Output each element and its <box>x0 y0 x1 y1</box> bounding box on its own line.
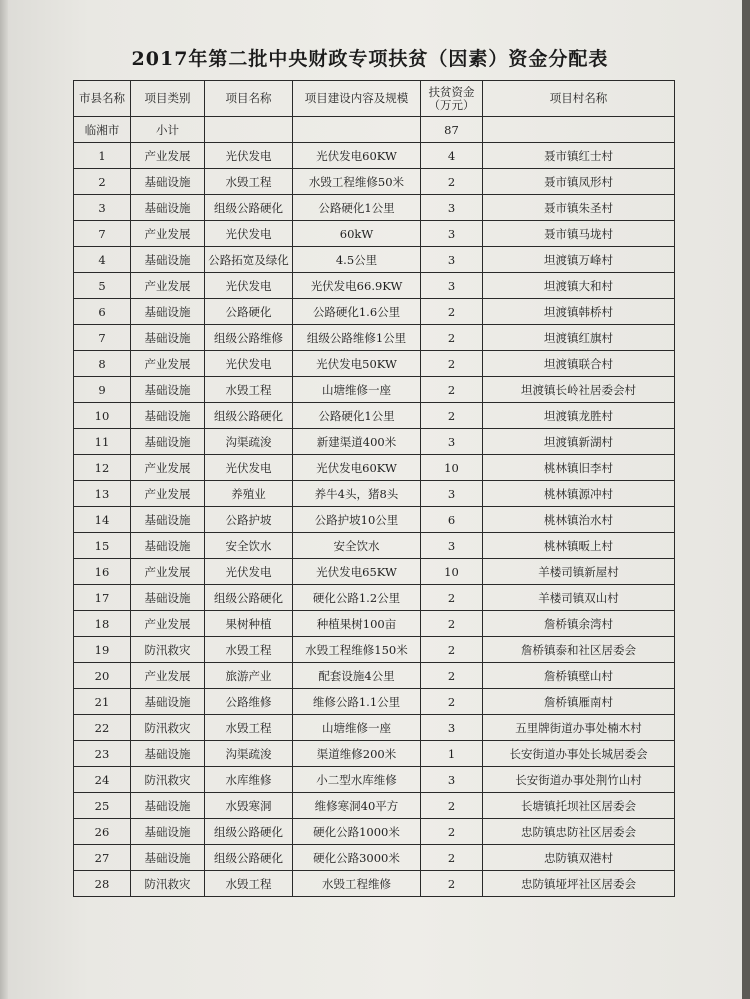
cell-category: 基础设施 <box>131 247 205 273</box>
cell-fund: 2 <box>421 169 483 195</box>
cell-content: 组级公路维修1公里 <box>293 325 421 351</box>
cell-project-name: 水库维修 <box>205 767 293 793</box>
cell-content: 硬化公路1.2公里 <box>293 585 421 611</box>
table-row <box>74 663 675 689</box>
cell-fund: 3 <box>421 221 483 247</box>
cell-content: 硬化公路1000米 <box>293 819 421 845</box>
cell-category: 防汛救灾 <box>131 871 205 897</box>
cell-number: 19 <box>74 637 131 663</box>
cell-village: 坦渡镇大和村 <box>483 273 675 299</box>
table-row <box>74 845 675 871</box>
table-row <box>74 715 675 741</box>
cell-content: 种植果树100亩 <box>293 611 421 637</box>
cell-category: 基础设施 <box>131 325 205 351</box>
cell-village: 坦渡镇龙胜村 <box>483 403 675 429</box>
cell-project-name: 安全饮水 <box>205 533 293 559</box>
cell-number: 26 <box>74 819 131 845</box>
cell-category: 防汛救灾 <box>131 715 205 741</box>
cell-number: 12 <box>74 455 131 481</box>
cell-village: 坦渡镇万峰村 <box>483 247 675 273</box>
cell-fund: 3 <box>421 715 483 741</box>
cell-content: 养牛4头，猪8头 <box>293 481 421 507</box>
cell-village: 桃林镇源冲村 <box>483 481 675 507</box>
cell-content: 山塘维修一座 <box>293 715 421 741</box>
cell-fund: 2 <box>421 299 483 325</box>
cell-category: 基础设施 <box>131 845 205 871</box>
cell-fund: 2 <box>421 585 483 611</box>
cell-category: 基础设施 <box>131 585 205 611</box>
cell-category: 产业发展 <box>131 221 205 247</box>
cell-village: 羊楼司镇双山村 <box>483 585 675 611</box>
cell-number: 11 <box>74 429 131 455</box>
cell-number: 7 <box>74 325 131 351</box>
cell-category: 产业发展 <box>131 351 205 377</box>
cell-fund: 2 <box>421 689 483 715</box>
cell-fund: 2 <box>421 351 483 377</box>
cell-village: 詹桥镇壁山村 <box>483 663 675 689</box>
cell-category: 基础设施 <box>131 299 205 325</box>
table-row <box>74 169 675 195</box>
cell-village: 坦渡镇红旗村 <box>483 325 675 351</box>
cell-content: 维修公路1.1公里 <box>293 689 421 715</box>
cell-project-name: 组级公路硬化 <box>205 819 293 845</box>
cell-number: 6 <box>74 299 131 325</box>
table-header-row <box>74 81 675 117</box>
cell-number: 20 <box>74 663 131 689</box>
cell-fund: 1 <box>421 741 483 767</box>
cell-village: 坦渡镇韩桥村 <box>483 299 675 325</box>
cell-number: 28 <box>74 871 131 897</box>
cell-fund: 6 <box>421 507 483 533</box>
cell-project-name: 组级公路硬化 <box>205 403 293 429</box>
table-row <box>74 871 675 897</box>
table-row <box>74 767 675 793</box>
cell-fund: 3 <box>421 767 483 793</box>
cell-number: 13 <box>74 481 131 507</box>
cell-project-name: 水毁工程 <box>205 377 293 403</box>
cell-category: 产业发展 <box>131 455 205 481</box>
cell-fund: 2 <box>421 871 483 897</box>
cell-project-name: 沟渠疏浚 <box>205 741 293 767</box>
cell-project-name: 光伏发电 <box>205 221 293 247</box>
cell-project-name: 组级公路硬化 <box>205 195 293 221</box>
cell-number: 18 <box>74 611 131 637</box>
cell-project-name: 组级公路维修 <box>205 325 293 351</box>
cell-project-name: 组级公路硬化 <box>205 845 293 871</box>
cell-content: 小二型水库维修 <box>293 767 421 793</box>
cell-fund: 2 <box>421 819 483 845</box>
subtotal-county: 临湘市 <box>74 117 131 143</box>
cell-number: 7 <box>74 221 131 247</box>
cell-category: 产业发展 <box>131 559 205 585</box>
cell-project-name: 组级公路硬化 <box>205 585 293 611</box>
cell-category: 基础设施 <box>131 195 205 221</box>
cell-village: 坦渡镇长岭社居委会村 <box>483 377 675 403</box>
cell-fund: 3 <box>421 533 483 559</box>
cell-content: 新建渠道400米 <box>293 429 421 455</box>
cell-number: 2 <box>74 169 131 195</box>
cell-category: 基础设施 <box>131 793 205 819</box>
table-row <box>74 325 675 351</box>
table-row <box>74 585 675 611</box>
cell-category: 基础设施 <box>131 507 205 533</box>
cell-content: 光伏发电60KW <box>293 143 421 169</box>
cell-village: 忠防镇垭坪社区居委会 <box>483 871 675 897</box>
cell-content: 山塘维修一座 <box>293 377 421 403</box>
cell-project-name: 果树种植 <box>205 611 293 637</box>
cell-content: 公路硬化1.6公里 <box>293 299 421 325</box>
table-row <box>74 689 675 715</box>
cell-number: 16 <box>74 559 131 585</box>
table-row <box>74 377 675 403</box>
cell-category: 基础设施 <box>131 169 205 195</box>
table-row <box>74 507 675 533</box>
cell-category: 产业发展 <box>131 143 205 169</box>
header-content: 项目建设内容及规模 <box>293 81 421 117</box>
table-row <box>74 221 675 247</box>
table-row <box>74 247 675 273</box>
cell-category: 基础设施 <box>131 741 205 767</box>
header-project-name: 项目名称 <box>205 81 293 117</box>
cell-project-name: 光伏发电 <box>205 273 293 299</box>
cell-village: 五里牌街道办事处楠木村 <box>483 715 675 741</box>
cell-category: 基础设施 <box>131 377 205 403</box>
cell-village: 忠防镇双港村 <box>483 845 675 871</box>
cell-content: 维修寒洞40平方 <box>293 793 421 819</box>
table-row <box>74 429 675 455</box>
cell-village: 坦渡镇新湖村 <box>483 429 675 455</box>
cell-number: 14 <box>74 507 131 533</box>
cell-number: 9 <box>74 377 131 403</box>
cell-category: 产业发展 <box>131 273 205 299</box>
cell-content: 公路硬化1公里 <box>293 403 421 429</box>
subtotal-fund: 87 <box>421 117 483 143</box>
paper-edge-shadow <box>0 0 8 999</box>
cell-project-name: 公路硬化 <box>205 299 293 325</box>
cell-number: 17 <box>74 585 131 611</box>
cell-fund: 2 <box>421 637 483 663</box>
cell-number: 21 <box>74 689 131 715</box>
cell-number: 1 <box>74 143 131 169</box>
cell-village: 忠防镇忠防社区居委会 <box>483 819 675 845</box>
table-row <box>74 143 675 169</box>
cell-project-name: 光伏发电 <box>205 455 293 481</box>
cell-village: 詹桥镇雁南村 <box>483 689 675 715</box>
table-row <box>74 559 675 585</box>
cell-village: 长安街道办事处长城居委会 <box>483 741 675 767</box>
cell-content: 水毁工程维修50米 <box>293 169 421 195</box>
cell-project-name: 水毁工程 <box>205 871 293 897</box>
cell-village: 詹桥镇泰和社区居委会 <box>483 637 675 663</box>
cell-fund: 3 <box>421 195 483 221</box>
cell-fund: 3 <box>421 429 483 455</box>
cell-fund: 2 <box>421 793 483 819</box>
cell-fund: 3 <box>421 247 483 273</box>
table-row <box>74 455 675 481</box>
cell-village: 桃林镇畈上村 <box>483 533 675 559</box>
cell-fund: 2 <box>421 611 483 637</box>
table-row <box>74 299 675 325</box>
table-row <box>74 819 675 845</box>
cell-content: 光伏发电60KW <box>293 455 421 481</box>
table-row <box>74 741 675 767</box>
cell-village: 聂市镇朱圣村 <box>483 195 675 221</box>
header-village: 项目村名称 <box>483 81 675 117</box>
cell-content: 光伏发电65KW <box>293 559 421 585</box>
subtotal-label: 小计 <box>131 117 205 143</box>
table-row <box>74 351 675 377</box>
cell-village: 詹桥镇余湾村 <box>483 611 675 637</box>
cell-number: 27 <box>74 845 131 871</box>
cell-project-name: 公路维修 <box>205 689 293 715</box>
cell-fund: 2 <box>421 403 483 429</box>
cell-number: 10 <box>74 403 131 429</box>
cell-category: 产业发展 <box>131 611 205 637</box>
cell-content: 渠道维修200米 <box>293 741 421 767</box>
table-row <box>74 637 675 663</box>
cell-content: 安全饮水 <box>293 533 421 559</box>
cell-fund: 2 <box>421 845 483 871</box>
table-row <box>74 793 675 819</box>
cell-category: 基础设施 <box>131 533 205 559</box>
cell-project-name: 光伏发电 <box>205 559 293 585</box>
cell-content: 60kW <box>293 221 421 247</box>
cell-number: 5 <box>74 273 131 299</box>
cell-content: 公路硬化1公里 <box>293 195 421 221</box>
cell-project-name: 公路护坡 <box>205 507 293 533</box>
cell-category: 产业发展 <box>131 663 205 689</box>
cell-number: 15 <box>74 533 131 559</box>
cell-village: 桃林镇治水村 <box>483 507 675 533</box>
cell-category: 基础设施 <box>131 403 205 429</box>
cell-village: 长安街道办事处荆竹山村 <box>483 767 675 793</box>
cell-village: 坦渡镇联合村 <box>483 351 675 377</box>
cell-project-name: 水毁寒洞 <box>205 793 293 819</box>
cell-fund: 2 <box>421 663 483 689</box>
cell-number: 3 <box>74 195 131 221</box>
cell-project-name: 水毁工程 <box>205 169 293 195</box>
table-row <box>74 533 675 559</box>
cell-content: 配套设施4公里 <box>293 663 421 689</box>
cell-village: 聂市镇凤形村 <box>483 169 675 195</box>
cell-village: 羊楼司镇新屋村 <box>483 559 675 585</box>
cell-fund: 2 <box>421 377 483 403</box>
cell-content: 光伏发电66.9KW <box>293 273 421 299</box>
cell-category: 产业发展 <box>131 481 205 507</box>
cell-number: 4 <box>74 247 131 273</box>
cell-category: 防汛救灾 <box>131 767 205 793</box>
cell-fund: 10 <box>421 455 483 481</box>
header-county: 市县名称 <box>74 81 131 117</box>
cell-number: 23 <box>74 741 131 767</box>
fund-allocation-table <box>73 80 675 897</box>
cell-project-name: 水毁工程 <box>205 715 293 741</box>
cell-content: 硬化公路3000米 <box>293 845 421 871</box>
cell-content: 公路护坡10公里 <box>293 507 421 533</box>
document-title: 2017年第二批中央财政专项扶贫（因素）资金分配表 <box>131 48 609 70</box>
header-fund: 扶贫资金（万元） <box>421 81 483 117</box>
cell-project-name: 水毁工程 <box>205 637 293 663</box>
table-row <box>74 273 675 299</box>
cell-fund: 2 <box>421 325 483 351</box>
table-row <box>74 195 675 221</box>
header-category: 项目类别 <box>131 81 205 117</box>
table-row <box>74 611 675 637</box>
cell-village: 聂市镇红士村 <box>483 143 675 169</box>
subtotal-name <box>205 117 293 143</box>
cell-fund: 4 <box>421 143 483 169</box>
cell-fund: 3 <box>421 273 483 299</box>
cell-number: 22 <box>74 715 131 741</box>
cell-project-name: 公路拓宽及绿化 <box>205 247 293 273</box>
cell-village: 长塘镇托坝社区居委会 <box>483 793 675 819</box>
table-row <box>74 481 675 507</box>
cell-category: 基础设施 <box>131 689 205 715</box>
cell-content: 光伏发电50KW <box>293 351 421 377</box>
subtotal-content <box>293 117 421 143</box>
cell-number: 24 <box>74 767 131 793</box>
cell-category: 基础设施 <box>131 429 205 455</box>
cell-category: 防汛救灾 <box>131 637 205 663</box>
table-row <box>74 403 675 429</box>
cell-project-name: 养殖业 <box>205 481 293 507</box>
cell-fund: 10 <box>421 559 483 585</box>
cell-category: 基础设施 <box>131 819 205 845</box>
subtotal-village <box>483 117 675 143</box>
cell-project-name: 光伏发电 <box>205 143 293 169</box>
cell-project-name: 光伏发电 <box>205 351 293 377</box>
subtotal-row <box>74 117 675 143</box>
cell-number: 8 <box>74 351 131 377</box>
cell-project-name: 沟渠疏浚 <box>205 429 293 455</box>
cell-number: 25 <box>74 793 131 819</box>
cell-village: 聂市镇马垅村 <box>483 221 675 247</box>
cell-content: 水毁工程维修 <box>293 871 421 897</box>
cell-village: 桃林镇旧李村 <box>483 455 675 481</box>
cell-content: 水毁工程维修150米 <box>293 637 421 663</box>
cell-fund: 3 <box>421 481 483 507</box>
cell-project-name: 旅游产业 <box>205 663 293 689</box>
cell-content: 4.5公里 <box>293 247 421 273</box>
